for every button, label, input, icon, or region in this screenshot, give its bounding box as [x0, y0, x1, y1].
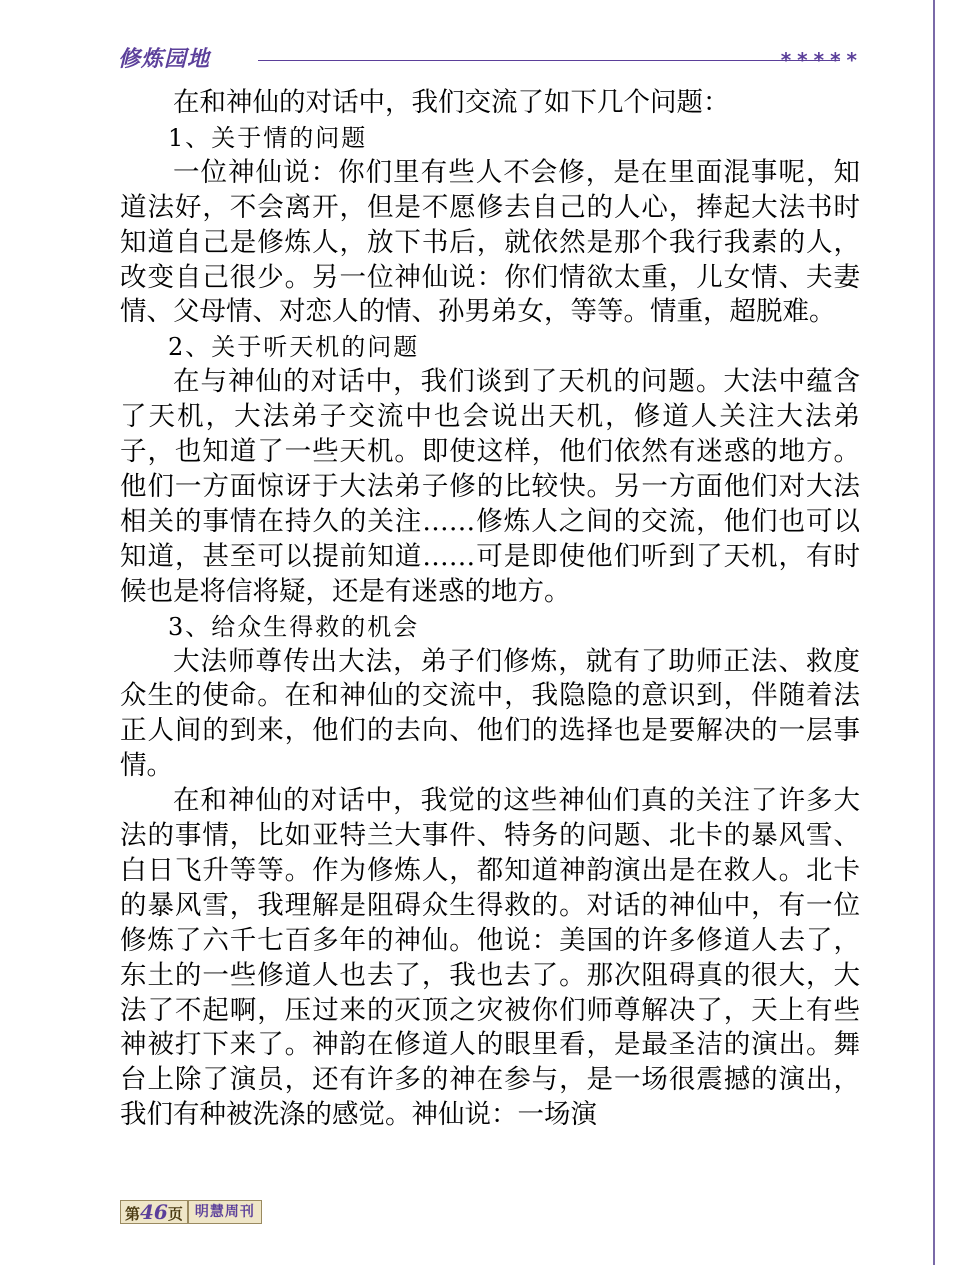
subheading: 2、关于听天机的问题: [168, 333, 420, 362]
page-suffix: 页: [167, 1205, 183, 1223]
magazine-name: 明慧周刊: [194, 1204, 255, 1220]
article-body: [120, 86, 860, 1133]
paragraph: 在与神仙的对话中，我们谈到了天机的问题。大法中蕴含了天机，大法弟子交流中也会说出天机，修道人关注大法弟子，也知道了一些天机。即使这样，他们依然有迷惑的地方。他们一方面惊讶于大法弟子修的比较快。另一方面他们对大法相关的事情在持久的关注……修炼人之间的交流，他们也可以知道，甚至可以提前知道……可是即使他们听到了天机，有时候也是将信将疑，还是有迷惑的地方。: [120, 366, 860, 607]
page-number: 46: [140, 1200, 168, 1224]
paragraph: 在和神仙的对话中，我们交流了如下几个问题：: [173, 87, 730, 118]
paragraph: 在和神仙的对话中，我觉的这些神仙们真的关注了许多大法的事情，比如亚特兰大事件、特务的问题、北卡的暴风雪、白日飞升等等。作为修炼人，都知道神韵演出是在救人。北卡的暴风雪，我理解是阻碍众生得救的。对话的神仙中，有一位修炼了六千七百多年的神仙。他说：美国的许多修道人去了，东土的一些修道人也去了，我也去了。那次阻碍真的很大，大法了不起啊，压过来的灭顶之灾被你们师尊解决了，天上有些神被打下来了。神韵在修道人的眼里看，是最圣洁的演出。舞台上除了演员，还有许多的神在参与，是一场很震撼的演出，我们有种被洗涤的感觉。神仙说：一场演: [120, 785, 860, 1131]
page-number-label: [121, 1201, 187, 1223]
subheading: 3、给众生得救的机会: [168, 612, 420, 641]
header-stars: *****: [780, 48, 863, 72]
page-header: [118, 46, 863, 76]
page-prefix: 第: [125, 1205, 141, 1223]
paragraph: 大法师尊传出大法，弟子们修炼，就有了助师正法、救度众生的使命。在和神仙的交流中，我隐隐的意识到，伴随着法正人间的到来，他们的去向、他们的选择也是要解决的一层事情。: [120, 645, 860, 782]
paragraph: 一位神仙说：你们里有些人不会修，是在里面混事呢，知道法好，不会离开，但是不愿修去自己的人心，捧起大法书时知道自己是修炼人，放下书后，就依然是那个我行我素的人，改变自己很少。另一位神仙说：你们情欲太重，儿女情、夫妻情、父母情、对恋人的情、孙男弟女，等等。情重，超脱难。: [120, 156, 860, 328]
page-footer: [120, 1200, 262, 1224]
subheading: 1、关于情的问题: [168, 123, 368, 152]
page-edge-line: [933, 0, 935, 1265]
section-title: 修炼园地: [118, 47, 211, 72]
header-divider: [258, 60, 840, 61]
